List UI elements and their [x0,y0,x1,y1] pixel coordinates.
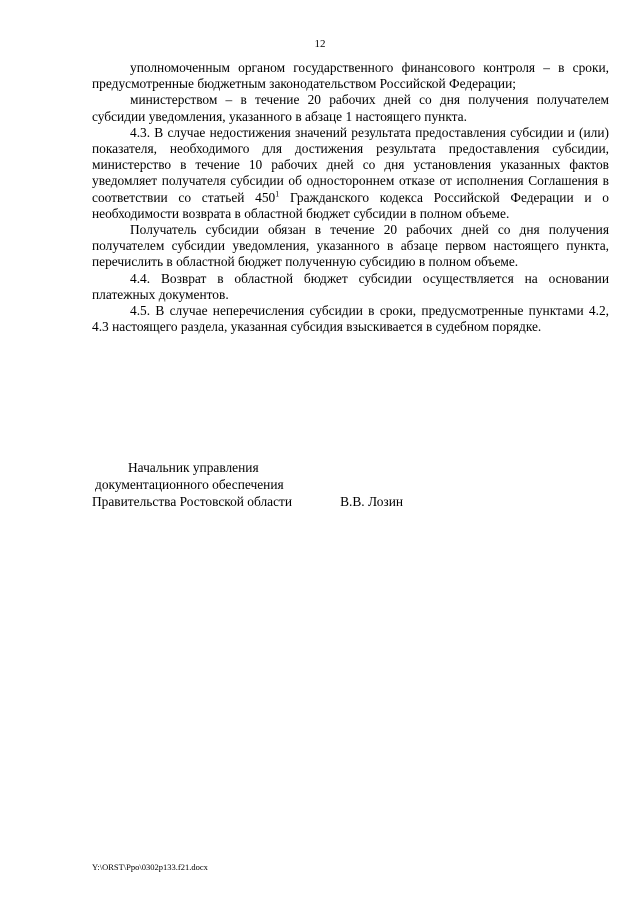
paragraph-3-tail: Гражданского кодекса Российской Федерации и о необходимости возврата в областной бюджет субсидии в полном объеме. [92,189,609,221]
footer-file-path: Y:\ORST\Ppo\0302p133.f21.docx [92,862,208,872]
paragraph-3 [92,125,609,222]
document-body [92,60,609,335]
paragraph-1: уполномоченным органом государственного финансового контроля – в сроки, предусмотренные бюджетным законодательством Российской Федерации; [92,60,609,92]
paragraph-4: Получатель субсидии обязан в течение 20 рабочих дней со дня получения получателем субсидии уведомления, указанного в абзаце первом настоящего пункта, перечислить в областной бюджет полученную субсидию в полном объеме. [92,222,609,270]
paragraph-2: министерством – в течение 20 рабочих дней со дня получения получателем субсидии уведомления, указанного в абзаце 1 настоящего пункта. [92,92,609,124]
signatory-title-line-2: документационного обеспечения [95,477,284,492]
signatory-name: В.В. Лозин [340,494,404,509]
signatory-organization: Правительства Ростовской области [92,494,293,509]
paragraph-5: 4.4. Возврат в областной бюджет субсидии осуществляется на основании платежных документов. [92,270,609,302]
paragraph-3-text: 4.3. В случае недостижения значений результата предоставления субсидии и (или) показателя, необходимого для достижения результата предоставления субсидии, министерство в течение 10 рабочих дней со дня установления указанных фактов уведомляет получателя субсидии об одностороннем отказе от исполнения Соглашения в соответствии со статьей 450 [92,124,609,205]
signatory-title-line-1: Начальник управления [128,460,259,475]
signatory-title-line-3 [92,493,609,510]
article-superscript: 1 [275,189,280,199]
page-number: 12 [314,38,326,50]
signature-block [92,459,609,510]
paragraph-6: 4.5. В случае неперечисления субсидии в сроки, предусмотренные пунктами 4.2, 4.3 настоящего раздела, указанная субсидия взыскивается в судебном порядке. [92,303,609,335]
